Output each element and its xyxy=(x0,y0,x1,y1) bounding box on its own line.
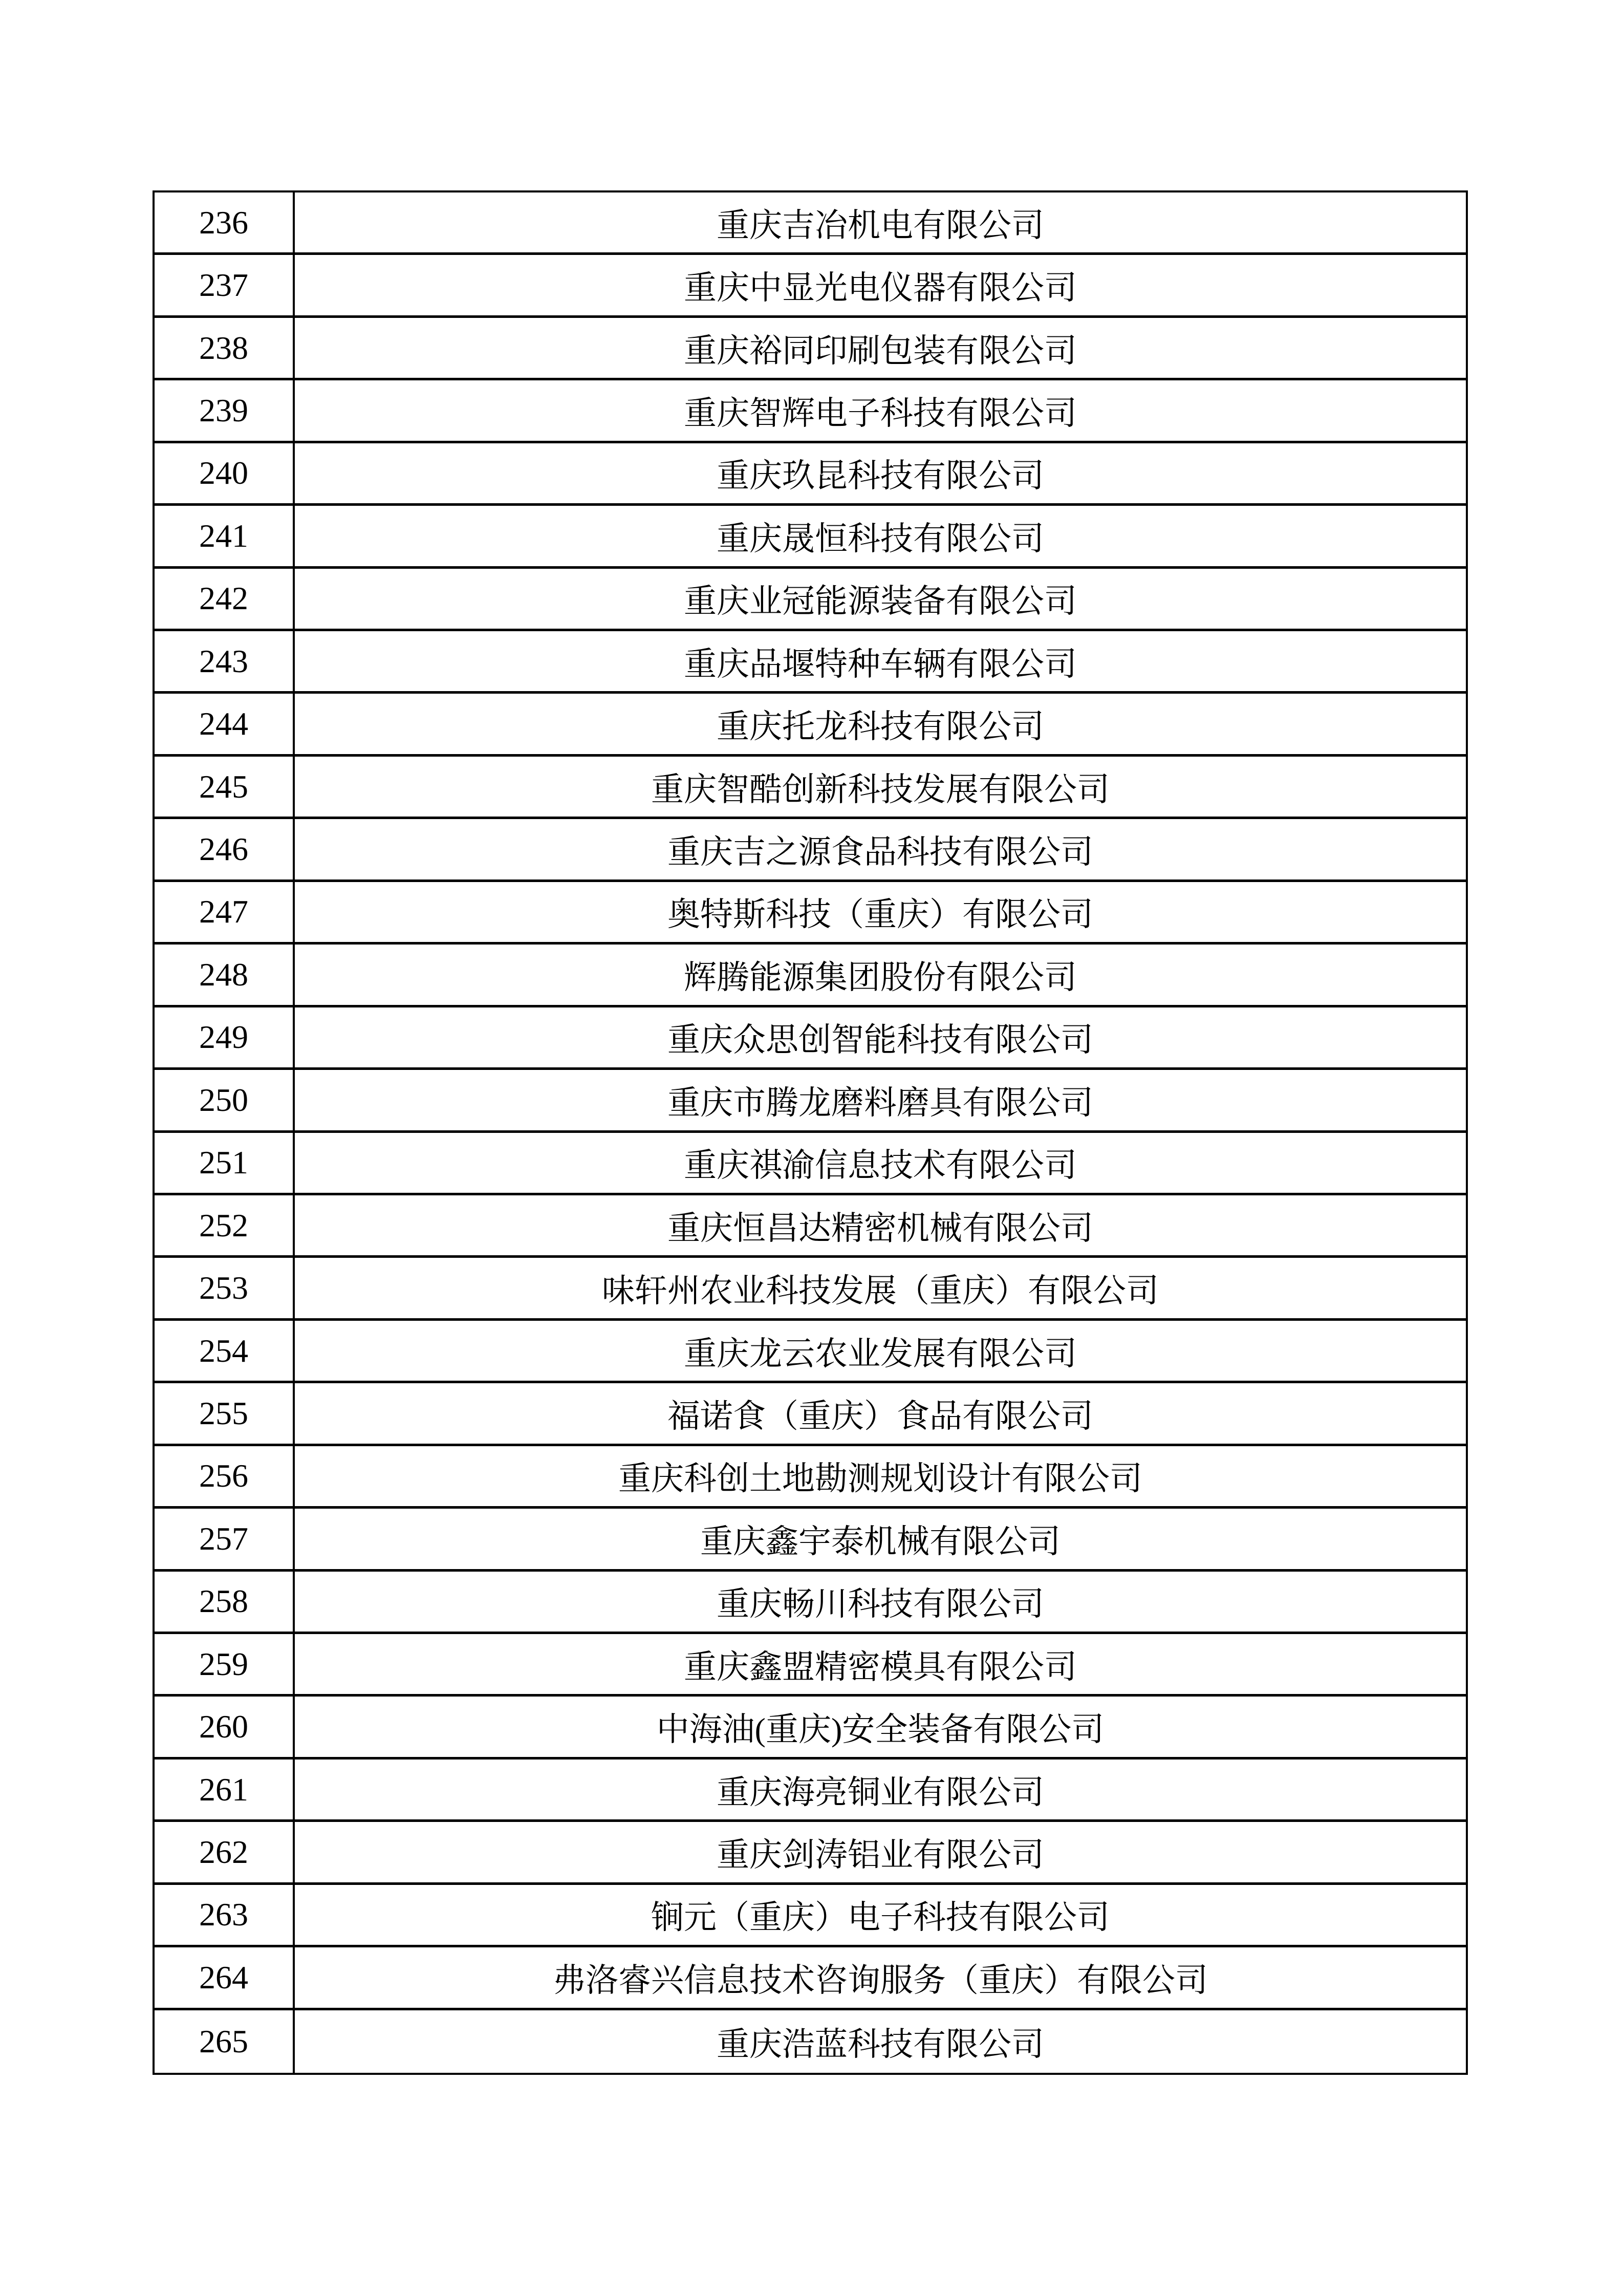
row-number-cell: 242 xyxy=(155,569,295,631)
company-name-cell: 重庆业冠能源装备有限公司 xyxy=(295,569,1466,631)
company-name-cell: 重庆浩蓝科技有限公司 xyxy=(717,2026,1044,2063)
company-name-cell: 味轩州农业科技发展（重庆）有限公司 xyxy=(295,1258,1466,1320)
company-name-cell: 重庆市腾龙磨料磨具有限公司 xyxy=(295,1070,1466,1132)
company-name-cell: 重庆托龙科技有限公司 xyxy=(295,694,1466,756)
row-number-cell: 244 xyxy=(155,694,295,756)
row-number-cell: 250 xyxy=(155,1070,295,1132)
company-name-cell: 重庆晟恒科技有限公司 xyxy=(295,506,1466,568)
row-number-cell: 259 xyxy=(155,1634,295,1697)
company-name-cell: 奥特斯科技（重庆）有限公司 xyxy=(295,882,1466,945)
company-name-cell: 重庆海亮铜业有限公司 xyxy=(295,1759,1466,1822)
company-name-cell: 重庆恒昌达精密机械有限公司 xyxy=(295,1195,1466,1258)
row-number-cell: 256 xyxy=(155,1446,295,1509)
company-name-cell: 重庆智酷创新科技发展有限公司 xyxy=(295,757,1466,819)
company-name-cell: 重庆智辉电子科技有限公司 xyxy=(295,380,1466,443)
row-number-cell: 260 xyxy=(155,1697,295,1759)
company-name-cell: 中海油(重庆)安全装备有限公司 xyxy=(295,1697,1466,1759)
company-name-cell: 重庆品堰特种车辆有限公司 xyxy=(295,631,1466,694)
row-number-cell: 247 xyxy=(155,882,295,945)
company-name-cell: 重庆玖昆科技有限公司 xyxy=(295,443,1466,506)
company-name-cell: 辉腾能源集团股份有限公司 xyxy=(295,945,1466,1007)
row-number-cell: 264 xyxy=(155,1947,295,2010)
company-name-cell: 重庆祺渝信息技术有限公司 xyxy=(295,1133,1466,1195)
row-number-cell: 239 xyxy=(155,380,295,443)
row-number-cell: 254 xyxy=(155,1321,295,1383)
company-list-table xyxy=(153,190,1468,2075)
company-name-cell: 重庆鑫宇泰机械有限公司 xyxy=(295,1509,1466,1571)
company-name-cell: 福诺食（重庆）食品有限公司 xyxy=(295,1383,1466,1446)
row-number-cell: 252 xyxy=(155,1195,295,1258)
row-number-cell: 253 xyxy=(155,1258,295,1320)
row-number-cell: 258 xyxy=(155,1572,295,1634)
row-number-cell: 241 xyxy=(155,506,295,568)
company-name-cell: 弗洛睿兴信息技术咨询服务（重庆）有限公司 xyxy=(295,1947,1466,2010)
company-name-cell: 重庆裕同印刷包装有限公司 xyxy=(295,318,1466,380)
row-number-cell: 240 xyxy=(155,443,295,506)
row-number-cell: 261 xyxy=(155,1759,295,1822)
company-name-cell: 重庆鑫盟精密模具有限公司 xyxy=(295,1634,1466,1697)
company-name-cell: 重庆吉冶机电有限公司 xyxy=(295,192,1466,255)
company-name-cell: 重庆众思创智能科技有限公司 xyxy=(295,1007,1466,1070)
company-name-cell: 重庆中显光电仪器有限公司 xyxy=(295,255,1466,317)
row-number-cell: 265 xyxy=(155,2010,295,2073)
row-number-cell: 251 xyxy=(155,1133,295,1195)
company-name-cell: 重庆龙云农业发展有限公司 xyxy=(295,1321,1466,1383)
row-number-cell: 238 xyxy=(155,318,295,380)
row-number-cell: 263 xyxy=(155,1885,295,1947)
row-number-cell: 237 xyxy=(155,255,295,317)
row-number-cell: 246 xyxy=(155,819,295,882)
row-number-cell: 257 xyxy=(155,1509,295,1571)
row-number-cell: 236 xyxy=(155,192,295,255)
row-number-cell: 262 xyxy=(155,1822,295,1884)
row-number-cell: 245 xyxy=(155,757,295,819)
company-name-cell: 重庆剑涛铝业有限公司 xyxy=(295,1822,1466,1884)
row-number-cell: 243 xyxy=(155,631,295,694)
row-number-cell: 248 xyxy=(155,945,295,1007)
company-name-cell: 重庆畅川科技有限公司 xyxy=(295,1572,1466,1634)
row-number-cell: 255 xyxy=(155,1383,295,1446)
row-number-cell: 249 xyxy=(155,1007,295,1070)
company-name-cell: 重庆吉之源食品科技有限公司 xyxy=(295,819,1466,882)
company-name-cell: 锏元（重庆）电子科技有限公司 xyxy=(295,1885,1466,1947)
company-name-cell: 重庆科创土地勘测规划设计有限公司 xyxy=(295,1446,1466,1509)
